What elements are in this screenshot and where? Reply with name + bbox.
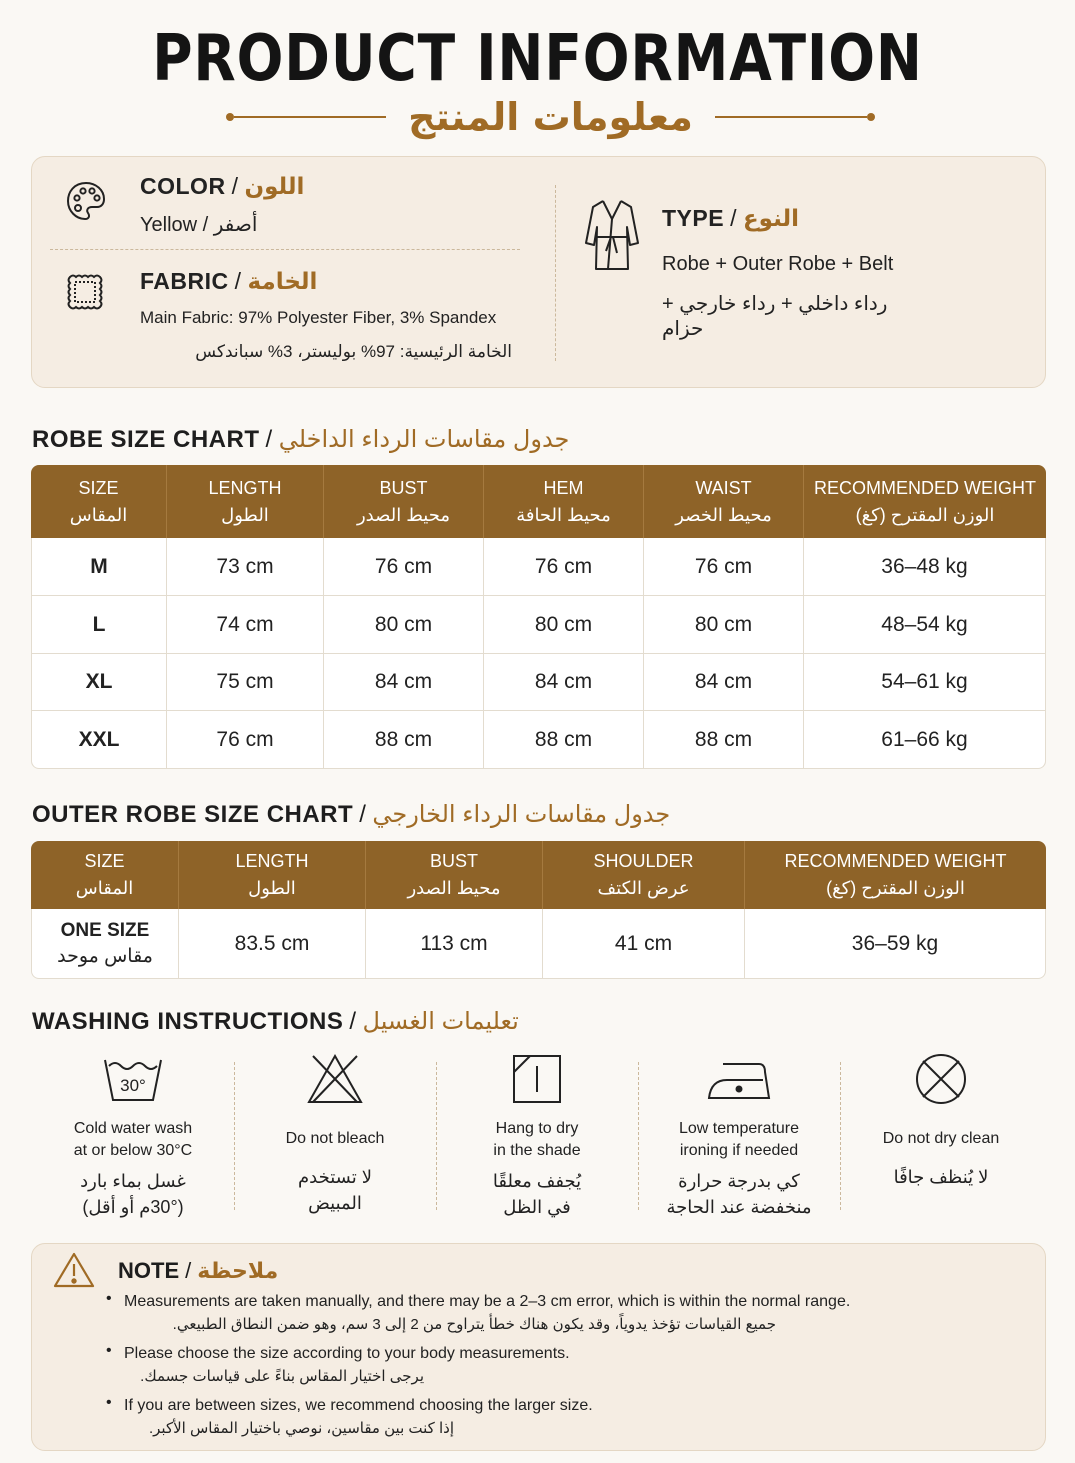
wash-label-en: Hang to dry (495, 1120, 579, 1137)
wash-label-ar: منخفضة عند الحاجة (666, 1197, 812, 1217)
wash-label-ar: في الظل (503, 1197, 571, 1217)
cell-bust: 113 cm (366, 909, 543, 979)
cell-weight: 36–48 kg (804, 538, 1046, 596)
col-header-weight: RECOMMENDED WEIGHT الوزن المقترح (كغ) (745, 841, 1046, 909)
hang-dry-shade-icon (510, 1050, 564, 1108)
wash-30-icon (101, 1050, 165, 1108)
list-item (106, 1394, 850, 1440)
col-header-length: LENGTH الطول (179, 841, 366, 909)
outer-chart-title: OUTER ROBE SIZE CHART / جدول مقاسات الرداء الخارجي (32, 801, 671, 828)
type-label: TYPE / النوع (662, 205, 800, 231)
iron-low-icon (705, 1050, 773, 1108)
type-value-en: Robe + Outer Robe + Belt (662, 253, 894, 275)
list-item (106, 1290, 850, 1336)
info-divider-vertical (555, 185, 556, 361)
col-header-waist: WAIST محيط الخصر (644, 465, 804, 538)
cell-size: XL (31, 654, 167, 711)
washing-instructions (32, 1050, 1042, 1220)
cell-hem: 76 cm (484, 538, 644, 596)
table-row (31, 654, 1046, 711)
col-header-weight: RECOMMENDED WEIGHT الوزن المقترح (كغ) (804, 465, 1046, 538)
col-header-size: SIZE المقاس (31, 465, 167, 538)
fabric-swatch-icon (64, 271, 108, 320)
color-value: Yellow / أصفر (140, 214, 258, 236)
divider-line-left (234, 116, 386, 118)
note-text-en: • Measurements are taken manually, and there may be a 2–3 cm error, which is within the normal range. (124, 1293, 851, 1310)
wash-label-ar: غسل بماء بارد (80, 1171, 186, 1191)
table-row (31, 909, 1046, 979)
cell-weight: 48–54 kg (804, 596, 1046, 654)
wash-label-ar: (30°م أو أقل) (82, 1197, 184, 1217)
wash-item (234, 1050, 436, 1220)
robe-icon (584, 197, 640, 278)
color-label: COLOR / اللون (140, 173, 305, 199)
cell-hem: 84 cm (484, 654, 644, 711)
wash-label-en: Do not dry clean (882, 1130, 1000, 1147)
robe-chart-title: ROBE SIZE CHART / جدول مقاسات الرداء الداخلي (32, 426, 570, 453)
info-divider-horizontal (50, 249, 520, 250)
cell-hem: 88 cm (484, 711, 644, 769)
table-row (31, 538, 1046, 596)
wash-label-en: Cold water wash (73, 1120, 193, 1137)
cell-weight: 54–61 kg (804, 654, 1046, 711)
cell-waist: 88 cm (644, 711, 804, 769)
col-header-hem: HEM محيط الحافة (484, 465, 644, 538)
fabric-value-ar: الخامة الرئيسية: 97% بوليستر، 3% سباندكس (195, 342, 512, 361)
wash-label-ar: يُجفف معلقًا (492, 1171, 582, 1191)
cell-length: 74 cm (167, 596, 324, 654)
no-bleach-icon (305, 1050, 365, 1108)
wash-label-ar: لا يُنظف جافًا (893, 1167, 989, 1187)
cell-size: ONE SIZE مقاس موحد (31, 909, 179, 979)
wash-label-ar: لا تستخدم (298, 1167, 372, 1187)
col-header-size: SIZE المقاس (31, 841, 179, 909)
wash-label-ar: المبيض (308, 1193, 362, 1213)
wash-label-en: ironing if needed (679, 1142, 799, 1159)
wash-item (638, 1050, 840, 1220)
outer-size-table (31, 841, 1046, 979)
wash-label-en: Low temperature (678, 1120, 800, 1137)
cell-waist: 84 cm (644, 654, 804, 711)
cell-bust: 80 cm (324, 596, 484, 654)
svg-text:30°: 30° (120, 1076, 146, 1095)
note-title: NOTE / ملاحظة (118, 1258, 279, 1283)
note-text-ar: جميع القياسات تؤخذ يدوياً، وقد يكون هناك خطأ يتراوح من 2 إلى 3 سم، وهو ضمن النطاق الطبيعي. (172, 1316, 776, 1333)
page-title: PRODUCT INFORMATION (152, 22, 923, 96)
divider-dot-right (867, 113, 875, 121)
product-info-box (31, 156, 1046, 388)
palette-icon (64, 179, 108, 228)
cell-waist: 76 cm (644, 538, 804, 596)
note-text-ar: إذا كنت بين مقاسين، نوصي باختيار المقاس الأكبر. (148, 1420, 454, 1437)
table-row (31, 596, 1046, 654)
cell-length: 73 cm (167, 538, 324, 596)
col-header-bust: BUST محيط الصدر (324, 465, 484, 538)
cell-size: L (31, 596, 167, 654)
type-value-ar: رداء داخلي + رداء خارجي + حزام (662, 293, 888, 340)
wash-item (436, 1050, 638, 1220)
cell-length: 83.5 cm (179, 909, 366, 979)
fabric-label: FABRIC / الخامة (140, 268, 318, 294)
cell-bust: 88 cm (324, 711, 484, 769)
cell-hem: 80 cm (484, 596, 644, 654)
cell-length: 75 cm (167, 654, 324, 711)
table-row (31, 711, 1046, 769)
no-dry-clean-icon (913, 1050, 969, 1108)
page-subtitle: معلومات المنتج (408, 95, 693, 139)
wash-label-en: Do not bleach (285, 1130, 385, 1147)
divider-dot-left (226, 113, 234, 121)
note-text-en: • If you are between sizes, we recommend choosing the larger size. (124, 1397, 593, 1414)
washing-title: WASHING INSTRUCTIONS / تعليمات الغسيل (32, 1008, 519, 1035)
col-header-bust: BUST محيط الصدر (366, 841, 543, 909)
warning-icon (52, 1250, 96, 1295)
fabric-value-en: Main Fabric: 97% Polyester Fiber, 3% Spandex (140, 308, 497, 327)
cell-size: XXL (31, 711, 167, 769)
wash-item (32, 1050, 234, 1220)
col-header-shoulder: SHOULDER عرض الكتف (543, 841, 745, 909)
note-text-en: • Please choose the size according to your body measurements. (124, 1345, 570, 1362)
cell-bust: 76 cm (324, 538, 484, 596)
list-item (106, 1342, 850, 1388)
cell-size: M (31, 538, 167, 596)
wash-label-ar: كي بدرجة حرارة (678, 1171, 800, 1191)
cell-weight: 61–66 kg (804, 711, 1046, 769)
cell-shoulder: 41 cm (543, 909, 745, 979)
note-list (106, 1290, 850, 1446)
cell-bust: 84 cm (324, 654, 484, 711)
col-header-length: LENGTH الطول (167, 465, 324, 538)
wash-label-en: in the shade (493, 1142, 581, 1159)
note-box (31, 1243, 1046, 1451)
note-text-ar: يرجى اختيار المقاس بناءً على قياسات جسمك. (140, 1368, 424, 1385)
cell-length: 76 cm (167, 711, 324, 769)
cell-waist: 80 cm (644, 596, 804, 654)
divider-line-right (715, 116, 867, 118)
wash-label-en: at or below 30°C (73, 1142, 193, 1159)
subtitle-row (226, 92, 875, 142)
wash-item (840, 1050, 1042, 1220)
cell-weight: 36–59 kg (745, 909, 1046, 979)
robe-size-table (31, 465, 1046, 769)
